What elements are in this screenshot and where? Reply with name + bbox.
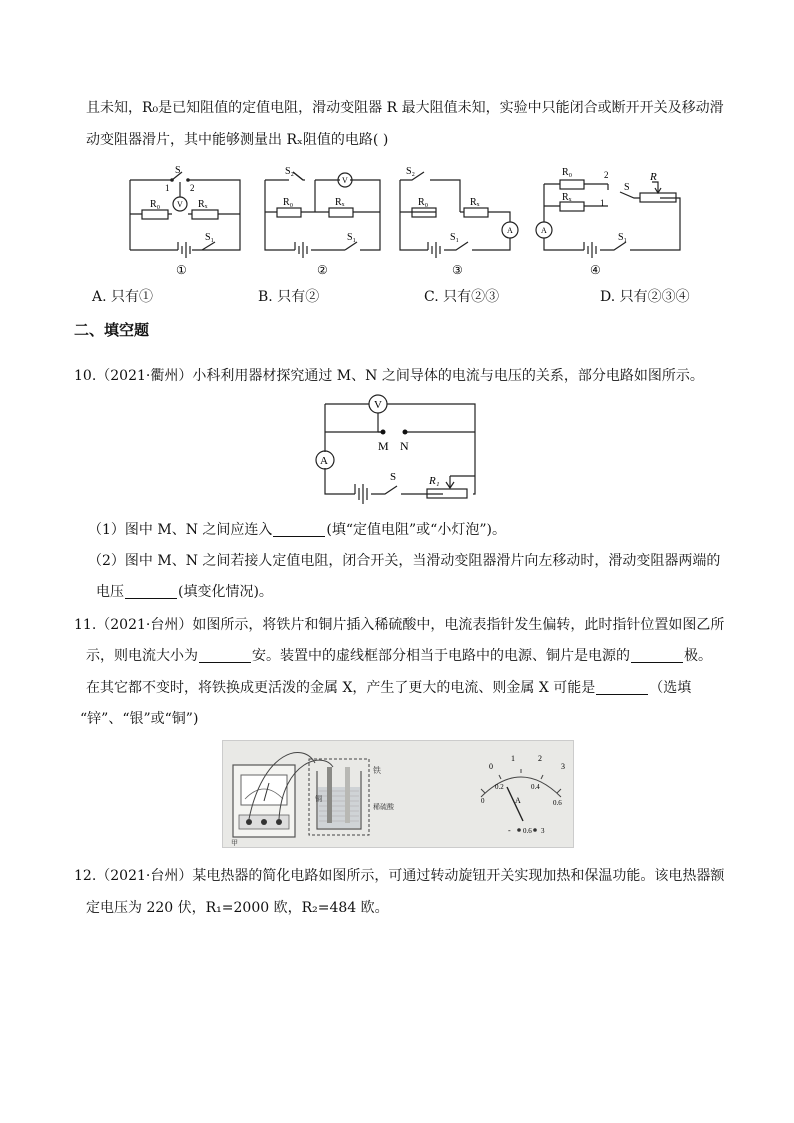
q9-c4-s: S (624, 182, 630, 193)
terminal-3: 3 (541, 827, 545, 835)
terminal-m (381, 430, 386, 435)
r0-resistor-4 (560, 180, 584, 189)
q10-blank-1[interactable] (273, 522, 325, 537)
section-title: 二、填空题 (74, 321, 150, 339)
q9-c1-t2: 2 (190, 183, 195, 193)
q11-line2-pre: 示，则电流大小为 (86, 648, 198, 664)
circuit-1 (130, 165, 240, 277)
scale-top-1: 1 (511, 754, 515, 763)
scale-bottom-0: 0 (481, 797, 485, 805)
terminal-06: 0.6 (523, 827, 532, 835)
scale-bottom-1: 0.2 (495, 783, 504, 791)
q10-sub2-pre: 电压 (96, 584, 124, 600)
q9-c3-s1: S₁ (450, 232, 460, 243)
q10-sub1-post: (填“定值电阻”或“小灯泡”)。 (326, 522, 506, 538)
q9-option-a: A. 只有① (92, 289, 154, 305)
q9-c4-s1: S₁ (618, 232, 628, 243)
q11-line-4: “锌”、“银”或“铜”) (80, 711, 199, 727)
rx-resistor-3 (464, 208, 488, 217)
q9-c3-r0: R₀ (418, 197, 429, 208)
terminal-minus: - (508, 826, 511, 835)
q9-c1-r0: R₀ (150, 199, 161, 210)
rx-resistor-1 (192, 210, 218, 219)
rx-resistor-4 (560, 202, 584, 211)
q9-c1-s1: S₁ (205, 232, 215, 243)
q9-c1-v: V (177, 200, 183, 209)
q9-c3-s2: S₂ (406, 166, 416, 177)
q9-c4-t2: 2 (604, 170, 609, 180)
q9-c1-s: S (175, 165, 181, 176)
q9-c4-rx: Rₓ (562, 192, 572, 203)
q12-line-1: 12.（2021·台州）某电热器的简化电路如图所示，可通过转动旋钮开关实现加热和保温功能。该电热器额 (74, 868, 725, 884)
q10-sub2-post: (填变化情况)。 (178, 584, 273, 600)
q9-c3-label: ③ (452, 263, 463, 277)
q10-a: A (320, 455, 328, 467)
q9-c4-label: ④ (590, 263, 601, 277)
circuit-3 (400, 166, 518, 277)
q11-blank-1[interactable] (199, 648, 251, 663)
rx-resistor-2 (329, 208, 353, 217)
q9-c2-v: V (342, 176, 348, 185)
q11-line2-post: 极。 (684, 648, 712, 664)
label-cu: 铜 (315, 795, 322, 803)
q9-c3-a: A (507, 226, 513, 235)
terminal-n (403, 430, 408, 435)
q11-line2-mid: 安。装置中的虚线框部分相当于电路中的电源、铜片是电源的 (252, 648, 630, 664)
q11-figure-drawing (223, 741, 573, 847)
label-jia: 甲 (231, 839, 238, 847)
q9-line-1: 且未知，R₀是已知阻值的定值电阻，滑动变阻器 R 最大阻值未知，实验中只能闭合或断开开关及移动滑 (86, 100, 724, 116)
q9-c2-s2: S₂ (285, 166, 295, 177)
scale-bottom-3: 0.6 (553, 799, 562, 807)
q10-r1: R₁ (429, 475, 440, 487)
r0-resistor-2 (277, 208, 301, 217)
scale-top-0: 0 (489, 762, 493, 771)
copper-plate (327, 767, 332, 823)
q9-line-2: 动变阻器滑片，其中能够测量出 Rₓ阻值的电路( ) (86, 132, 389, 148)
q11-blank-2[interactable] (631, 648, 683, 663)
q9-option-c: C. 只有②③ (424, 289, 500, 305)
q12-line-2: 定电压为 220 伏，R₁=2000 欧，R₂=484 欧。 (86, 900, 389, 916)
r0-resistor-1 (142, 210, 168, 219)
q9-c1-label: ① (176, 263, 187, 277)
scale-arc (481, 777, 561, 797)
q9-c3-rx: Rₓ (470, 197, 480, 208)
q9-c1-rx: Rₓ (198, 199, 208, 210)
q11-line-1: 11.（2021·台州）如图所示，将铁片和铜片插入稀硫酸中，电流表指针发生偏转，此时指针位置如图乙所 (74, 617, 725, 633)
q10-s: S (390, 471, 397, 483)
q9-c2-r0: R₀ (283, 197, 294, 208)
circuit-2 (265, 166, 380, 277)
q10-sub1-pre: （1）图中 M、N 之间应连入 (88, 522, 273, 538)
q10-sub1 (88, 520, 506, 540)
q10-circuit (305, 392, 490, 510)
circuit-4 (536, 167, 680, 277)
q9-c2-rx: Rₓ (335, 197, 345, 208)
label-acid: 稀硫酸 (373, 803, 394, 811)
q9-circuits (120, 160, 700, 280)
q9-c2-label: ② (317, 263, 328, 277)
q10-blank-2[interactable] (125, 584, 177, 599)
q10-m: M (378, 439, 389, 453)
iron-plate (345, 767, 350, 823)
q11-line3-pre: 在其它都不变时，将铁换成更活泼的金属 X，产生了更大的电流、则金属 X 可能是 (86, 680, 596, 696)
q10-stem: 10.（2021·衢州）小科利用器材探究通过 M、N 之间导体的电流与电压的关系，部分电路如图所示。 (74, 368, 704, 384)
scale-top-2: 2 (538, 754, 542, 763)
q11-line-2 (86, 646, 712, 666)
q11-photo-figure (222, 740, 574, 848)
q10-v: V (374, 399, 382, 411)
scale-bottom-2: 0.4 (531, 783, 540, 791)
q9-c1-t1: 1 (165, 183, 170, 193)
unit-a: A (515, 796, 521, 805)
q9-c4-t1: 1 (600, 198, 605, 208)
q10-n: N (400, 439, 409, 453)
q11-line-3 (86, 678, 691, 698)
q11-line3-post: （选填 (649, 680, 692, 696)
q11-blank-3[interactable] (596, 680, 648, 695)
q9-c4-r: R (650, 171, 657, 183)
q9-c2-s1: S₁ (347, 232, 357, 243)
label-fe: 铁 (373, 766, 381, 775)
q9-c4-a: A (541, 226, 547, 235)
q9-option-d: D. 只有②③④ (600, 289, 690, 305)
scale-top-3: 3 (561, 762, 565, 771)
q10-sub2-line2 (96, 582, 273, 602)
q9-c4-r0: R₀ (562, 167, 573, 178)
q9-option-b: B. 只有② (258, 289, 320, 305)
q10-sub2-line1: （2）图中 M、N 之间若接人定值电阻，闭合开关，当滑动变阻器滑片向左移动时，滑动变阻器两端的 (88, 553, 721, 569)
